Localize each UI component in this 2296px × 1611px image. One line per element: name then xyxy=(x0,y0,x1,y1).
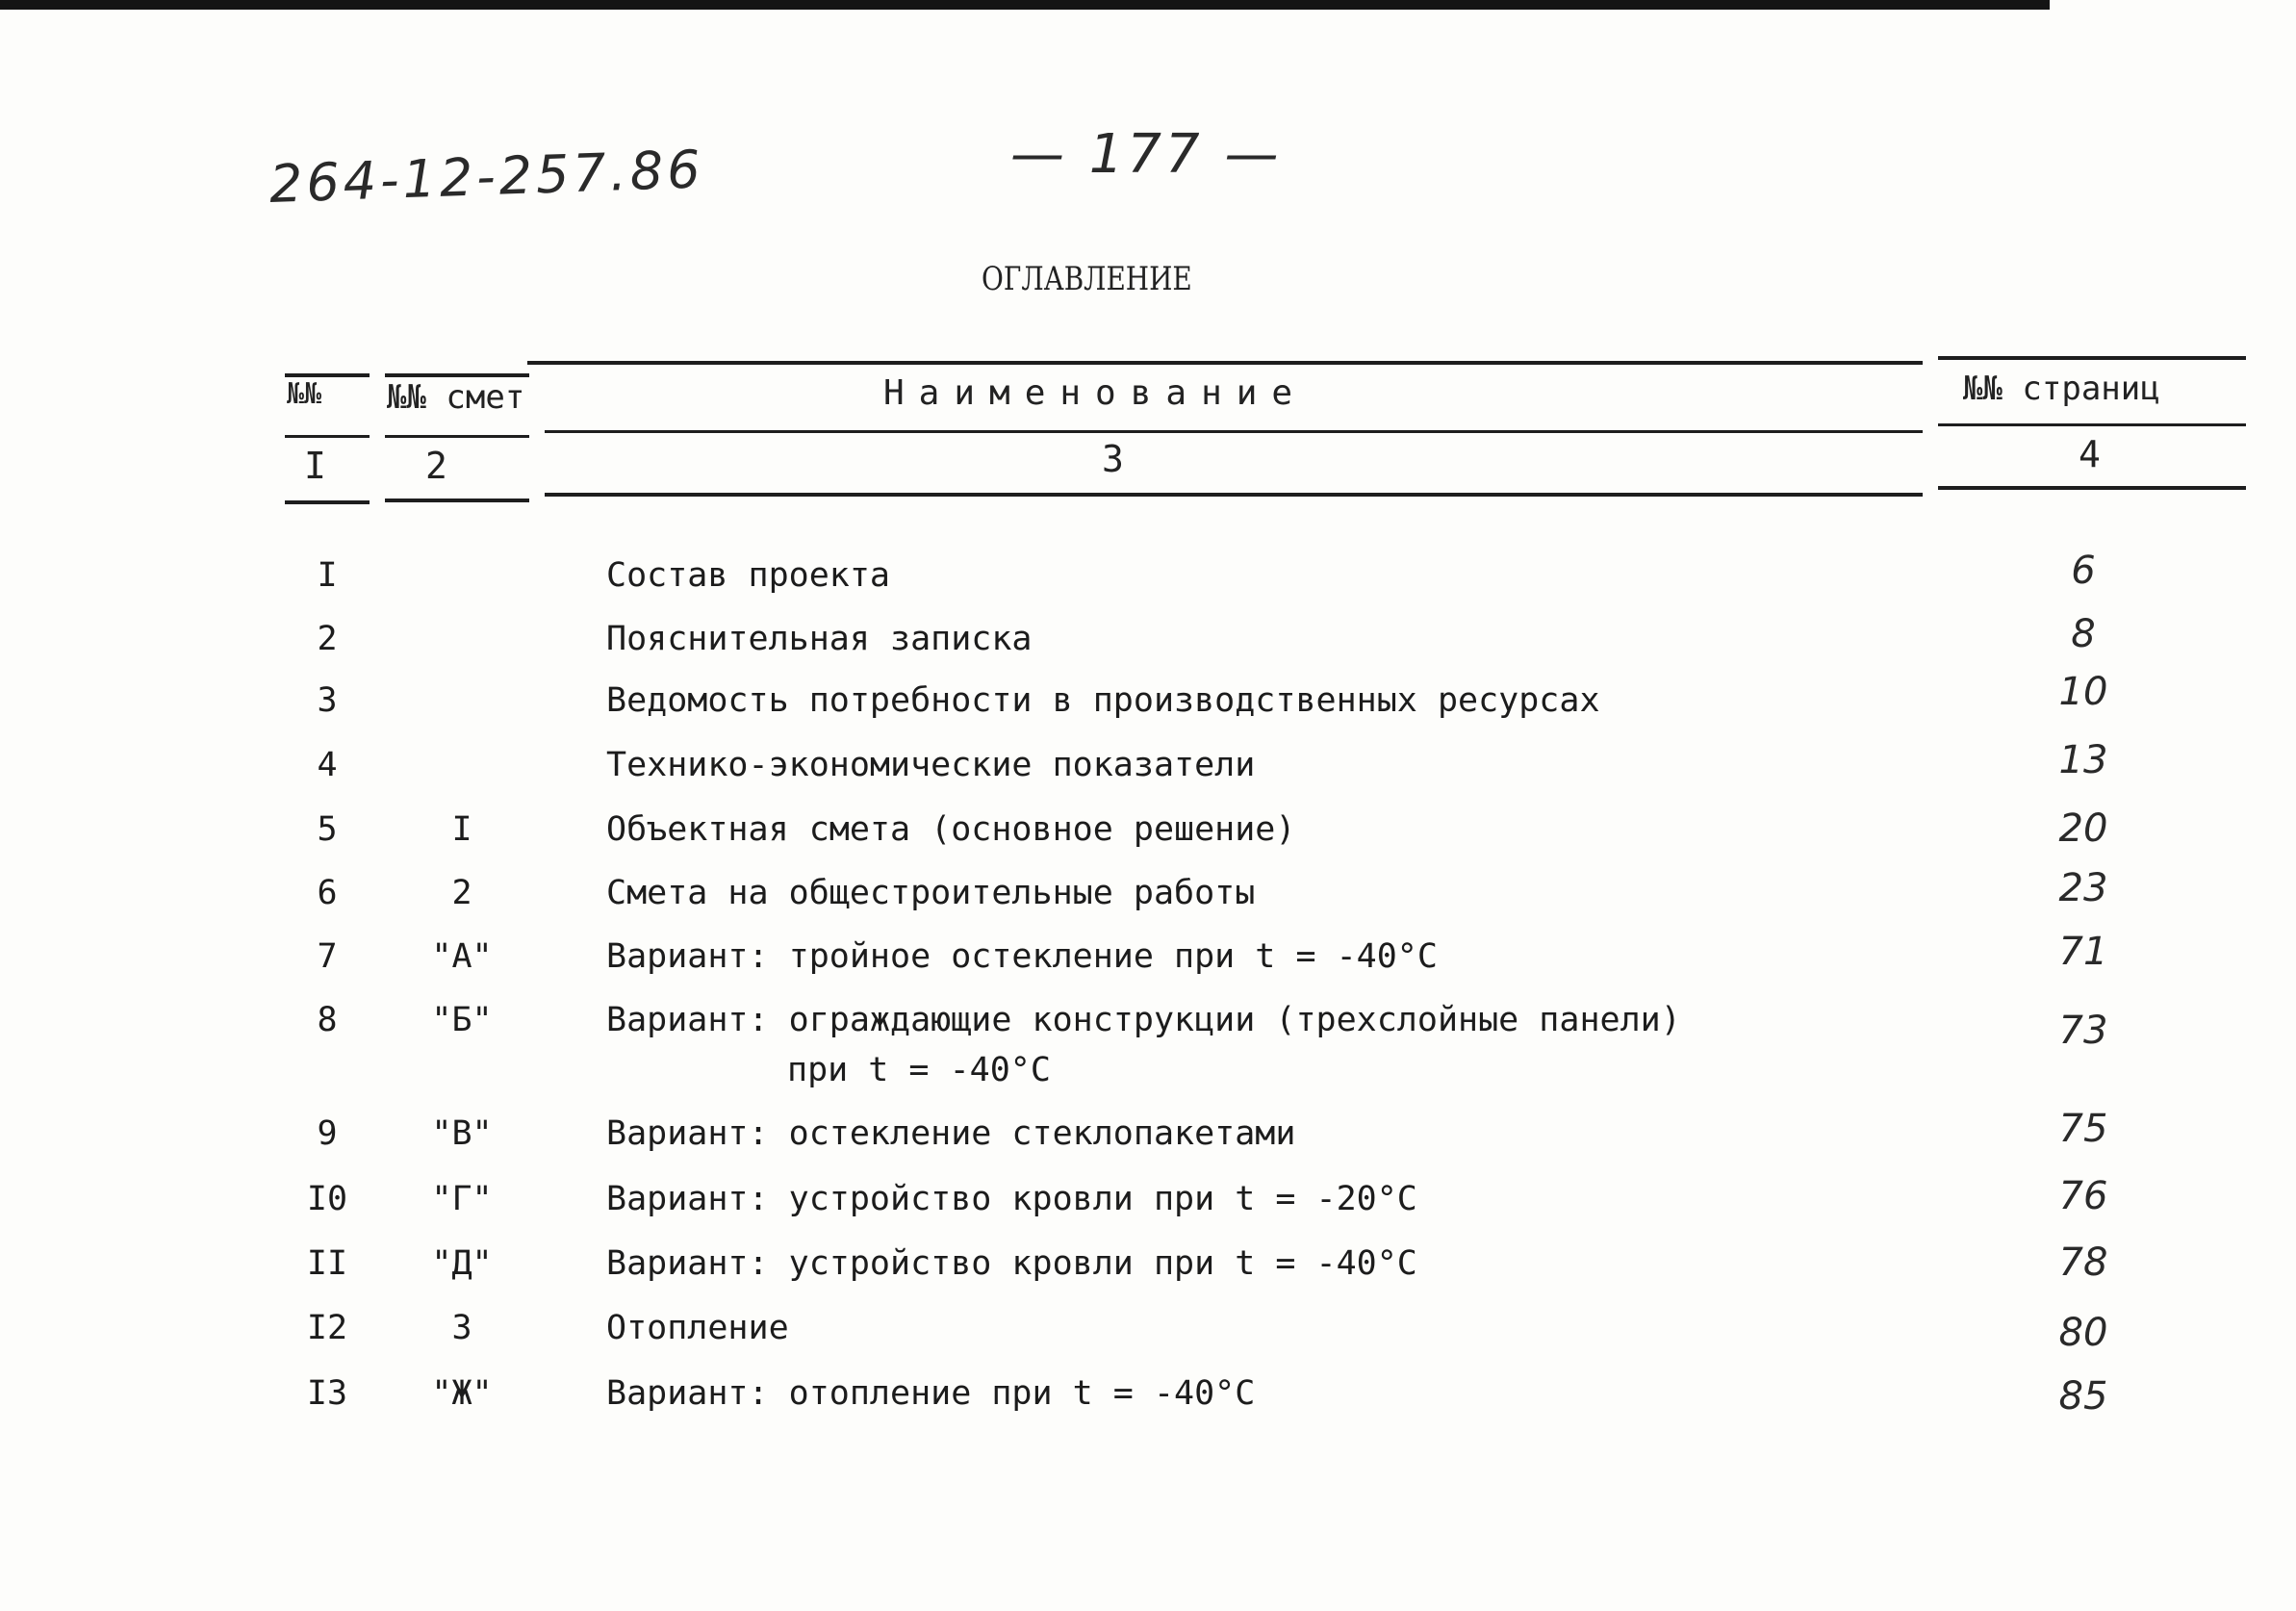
row-estimate: "Д" xyxy=(431,1244,493,1283)
toc-row xyxy=(0,1174,2296,1238)
row-page: 76 xyxy=(2058,1174,2108,1218)
row-number: 7 xyxy=(317,937,338,976)
row-number: I2 xyxy=(306,1309,348,1347)
row-number: 9 xyxy=(317,1114,338,1153)
toc-row xyxy=(0,612,2296,678)
header-rule-mid-col4 xyxy=(1938,423,2246,426)
toc-row xyxy=(0,866,2296,932)
toc-title: ОГЛАВЛЕНИЕ xyxy=(982,260,1192,298)
row-number: 6 xyxy=(317,874,338,912)
row-number: 8 xyxy=(317,1001,338,1039)
row-name: Смета на общестроительные работы xyxy=(606,874,1256,912)
header-rule-mid-col1 xyxy=(285,435,370,438)
row-name: Вариант: отопление при t = -40°С xyxy=(606,1374,1256,1413)
document-code: 264-12-257.86 xyxy=(268,139,705,215)
header-rule-mid-col3 xyxy=(545,430,1923,433)
row-number: II xyxy=(306,1244,348,1283)
column-number-1: I xyxy=(304,445,326,487)
row-number: I0 xyxy=(306,1180,348,1218)
column-number-4: 4 xyxy=(2079,433,2101,475)
row-number: 2 xyxy=(317,620,338,658)
header-rule-bottom-col2 xyxy=(385,499,529,502)
page-number: — 177 — xyxy=(1010,123,1283,186)
header-col-name: Наименование xyxy=(883,373,1308,413)
row-page: 6 xyxy=(2071,549,2096,593)
toc-row xyxy=(0,1107,2296,1172)
header-col-number: №№ xyxy=(287,377,322,411)
row-name: Вариант: ограждающие конструкции (трехслойные панели) xyxy=(606,1001,1681,1039)
row-name: Ведомость потребности в производственных ресурсах xyxy=(606,681,1600,720)
toc-row xyxy=(0,1309,2296,1367)
scan-top-edge xyxy=(0,0,2050,10)
toc-row xyxy=(0,670,2296,739)
row-name: Вариант: остекление стеклопакетами xyxy=(606,1114,1296,1153)
row-estimate: "Б" xyxy=(431,1001,493,1039)
row-name: Вариант: тройное остекление при t = -40°С xyxy=(606,937,1438,976)
header-rule-mid-col2 xyxy=(385,435,529,438)
row-page: 78 xyxy=(2058,1240,2108,1285)
row-number: 4 xyxy=(317,746,338,784)
toc-row xyxy=(0,1240,2296,1302)
row-name: Объектная смета (основное решение) xyxy=(606,810,1296,849)
header-rule-bottom-col4 xyxy=(1938,486,2246,490)
column-number-2: 2 xyxy=(425,445,447,487)
row-name: Вариант: устройство кровли при t = -40°С xyxy=(606,1244,1417,1283)
row-page: 10 xyxy=(2058,670,2108,714)
toc-row xyxy=(0,930,2296,995)
header-rule-bottom-col3 xyxy=(545,493,1923,497)
row-estimate: 2 xyxy=(451,874,472,912)
header-rule-top-col3 xyxy=(527,361,1923,365)
row-name: Состав проекта xyxy=(606,556,891,595)
row-name-continuation: при t = -40°С xyxy=(787,1051,1051,1089)
row-page: 71 xyxy=(2058,930,2108,974)
row-number: I xyxy=(317,556,338,595)
row-name: Пояснительная записка xyxy=(606,620,1033,658)
row-page: 8 xyxy=(2071,612,2096,656)
header-rule-top-col2 xyxy=(385,373,529,377)
header-rule-bottom-col1 xyxy=(285,500,370,504)
row-page: 13 xyxy=(2058,738,2108,782)
row-estimate: 3 xyxy=(451,1309,472,1347)
row-page: 85 xyxy=(2058,1374,2108,1419)
row-estimate: "Ж" xyxy=(431,1374,493,1413)
row-estimate: "Г" xyxy=(431,1180,493,1218)
header-rule-top-col4 xyxy=(1938,356,2246,360)
row-number: I3 xyxy=(306,1374,348,1413)
row-name: Отопление xyxy=(606,1309,789,1347)
row-number: 3 xyxy=(317,681,338,720)
row-page: 73 xyxy=(2058,1009,2108,1053)
toc-row xyxy=(0,1001,2296,1107)
row-name: Вариант: устройство кровли при t = -20°С xyxy=(606,1180,1417,1218)
row-estimate: "В" xyxy=(431,1114,493,1153)
row-page: 80 xyxy=(2058,1311,2108,1355)
row-page: 20 xyxy=(2058,806,2108,851)
header-col-pages: №№ страниц xyxy=(1963,370,2160,408)
row-number: 5 xyxy=(317,810,338,849)
row-estimate: I xyxy=(451,810,472,849)
header-col-estimate: №№ смет xyxy=(387,378,525,417)
toc-row xyxy=(0,738,2296,804)
toc-row xyxy=(0,806,2296,868)
toc-row xyxy=(0,1374,2296,1432)
row-name: Технико-экономические показатели xyxy=(606,746,1256,784)
toc-row xyxy=(0,549,2296,614)
row-page: 75 xyxy=(2058,1107,2108,1151)
column-number-3: 3 xyxy=(1102,438,1124,480)
row-page: 23 xyxy=(2058,866,2108,910)
row-estimate: "А" xyxy=(431,937,493,976)
